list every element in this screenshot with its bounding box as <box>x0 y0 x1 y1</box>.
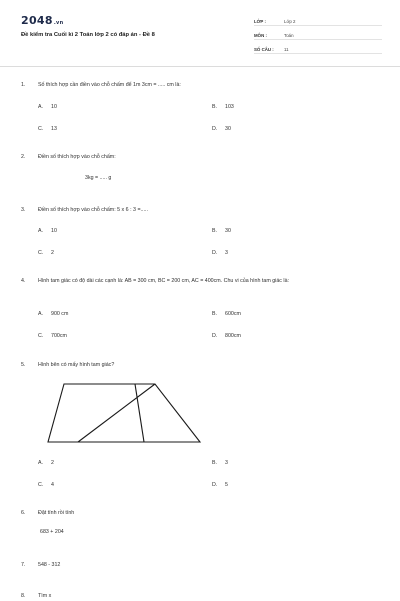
option-b[interactable] <box>212 311 241 317</box>
trapezoid-outline <box>48 384 200 442</box>
option-letter: A. <box>38 460 44 466</box>
option-letter: B. <box>212 460 218 466</box>
option-text: 800cm <box>225 333 241 339</box>
logo-suffix: .vn <box>53 20 64 26</box>
meta-label: LỚP : <box>254 19 266 24</box>
question-number: 5. <box>21 362 26 368</box>
option-letter: A. <box>38 311 44 317</box>
meta-label: MÔN : <box>254 33 267 38</box>
question-text: Điền số thích hợp vào chỗ chấm: <box>38 154 116 160</box>
option-letter: C. <box>38 482 44 488</box>
option-c[interactable] <box>38 126 57 132</box>
option-text: 13 <box>51 126 57 132</box>
question-number: 1. <box>21 82 26 88</box>
question-text: Số thích hợp cần điền vào chỗ chấm để 1m 3cm = ..... cm là: <box>38 82 181 88</box>
option-d[interactable] <box>212 482 228 488</box>
question-number: 6. <box>21 510 26 516</box>
site-logo[interactable] <box>21 14 63 27</box>
option-text: 900 cm <box>51 311 69 317</box>
option-letter: D. <box>212 482 218 488</box>
page-header <box>0 0 400 66</box>
option-letter: A. <box>38 228 44 234</box>
meta-value: Lớp 2 <box>284 19 296 24</box>
page-title: Đề kiểm tra Cuối kì 2 Toán lớp 2 có đáp án - Đề 8 <box>21 32 155 38</box>
option-text: 4 <box>51 482 54 488</box>
meta-row-class <box>254 14 382 26</box>
question-text: 548 - 312 <box>38 562 61 568</box>
option-b[interactable] <box>212 104 234 110</box>
option-text: 10 <box>51 228 57 234</box>
question-number: 3. <box>21 207 26 213</box>
option-letter: A. <box>38 104 44 110</box>
option-text: 600cm <box>225 311 241 317</box>
option-text: 2 <box>51 250 54 256</box>
meta-value: 11 <box>284 47 289 52</box>
option-letter: B. <box>212 104 218 110</box>
meta-row-subject <box>254 28 382 40</box>
option-c[interactable] <box>38 250 54 256</box>
option-letter: D. <box>212 250 218 256</box>
option-a[interactable] <box>38 311 68 317</box>
option-letter: C. <box>38 333 44 339</box>
question-text: Tìm x <box>38 593 52 599</box>
option-b[interactable] <box>212 228 231 234</box>
option-text: 103 <box>225 104 234 110</box>
trapezoid-triangles-figure <box>40 380 210 446</box>
meta-row-count <box>254 42 382 54</box>
option-text: 10 <box>51 104 57 110</box>
option-a[interactable] <box>38 460 54 466</box>
meta-label: SỐ CÂU : <box>254 47 274 52</box>
option-text: 3 <box>225 460 228 466</box>
header-divider <box>0 66 400 67</box>
option-letter: C. <box>38 250 44 256</box>
option-letter: D. <box>212 126 218 132</box>
question-text: Hình tam giác có độ dài các cạnh là: AB = 300 cm, BC = 200 cm, AC = 400cm. Chu vi của hình tam giác là: <box>38 278 289 284</box>
option-d[interactable] <box>212 250 228 256</box>
question-text: Hình bên có mấy hình tam giác? <box>38 362 115 368</box>
option-d[interactable] <box>212 126 231 132</box>
question-text: Đặt tính rồi tính <box>38 510 75 516</box>
option-text: 5 <box>225 482 228 488</box>
calculation-expression: 683 + 204 <box>40 529 64 535</box>
option-c[interactable] <box>38 482 54 488</box>
meta-info <box>254 14 382 56</box>
option-letter: B. <box>212 311 218 317</box>
option-text: 3 <box>225 250 228 256</box>
question-text: Điền số thích hợp vào chỗ chấm: 5 x 6 : 3 =..... <box>38 207 148 213</box>
option-a[interactable] <box>38 104 57 110</box>
question-number: 2. <box>21 154 26 160</box>
logo-text: 2048 <box>21 14 53 27</box>
option-letter: C. <box>38 126 44 132</box>
option-c[interactable] <box>38 333 67 339</box>
option-text: 2 <box>51 460 54 466</box>
diagonal-line <box>78 384 155 442</box>
option-text: 30 <box>225 126 231 132</box>
option-b[interactable] <box>212 460 228 466</box>
option-a[interactable] <box>38 228 57 234</box>
option-letter: D. <box>212 333 218 339</box>
option-text: 30 <box>225 228 231 234</box>
option-letter: B. <box>212 228 218 234</box>
question-number: 8. <box>21 593 26 599</box>
fill-in-expression: 3kg = ..... g <box>85 175 112 181</box>
option-text: 700cm <box>51 333 67 339</box>
meta-value: Toán <box>284 33 294 38</box>
question-number: 4. <box>21 278 26 284</box>
option-d[interactable] <box>212 333 241 339</box>
question-number: 7. <box>21 562 26 568</box>
